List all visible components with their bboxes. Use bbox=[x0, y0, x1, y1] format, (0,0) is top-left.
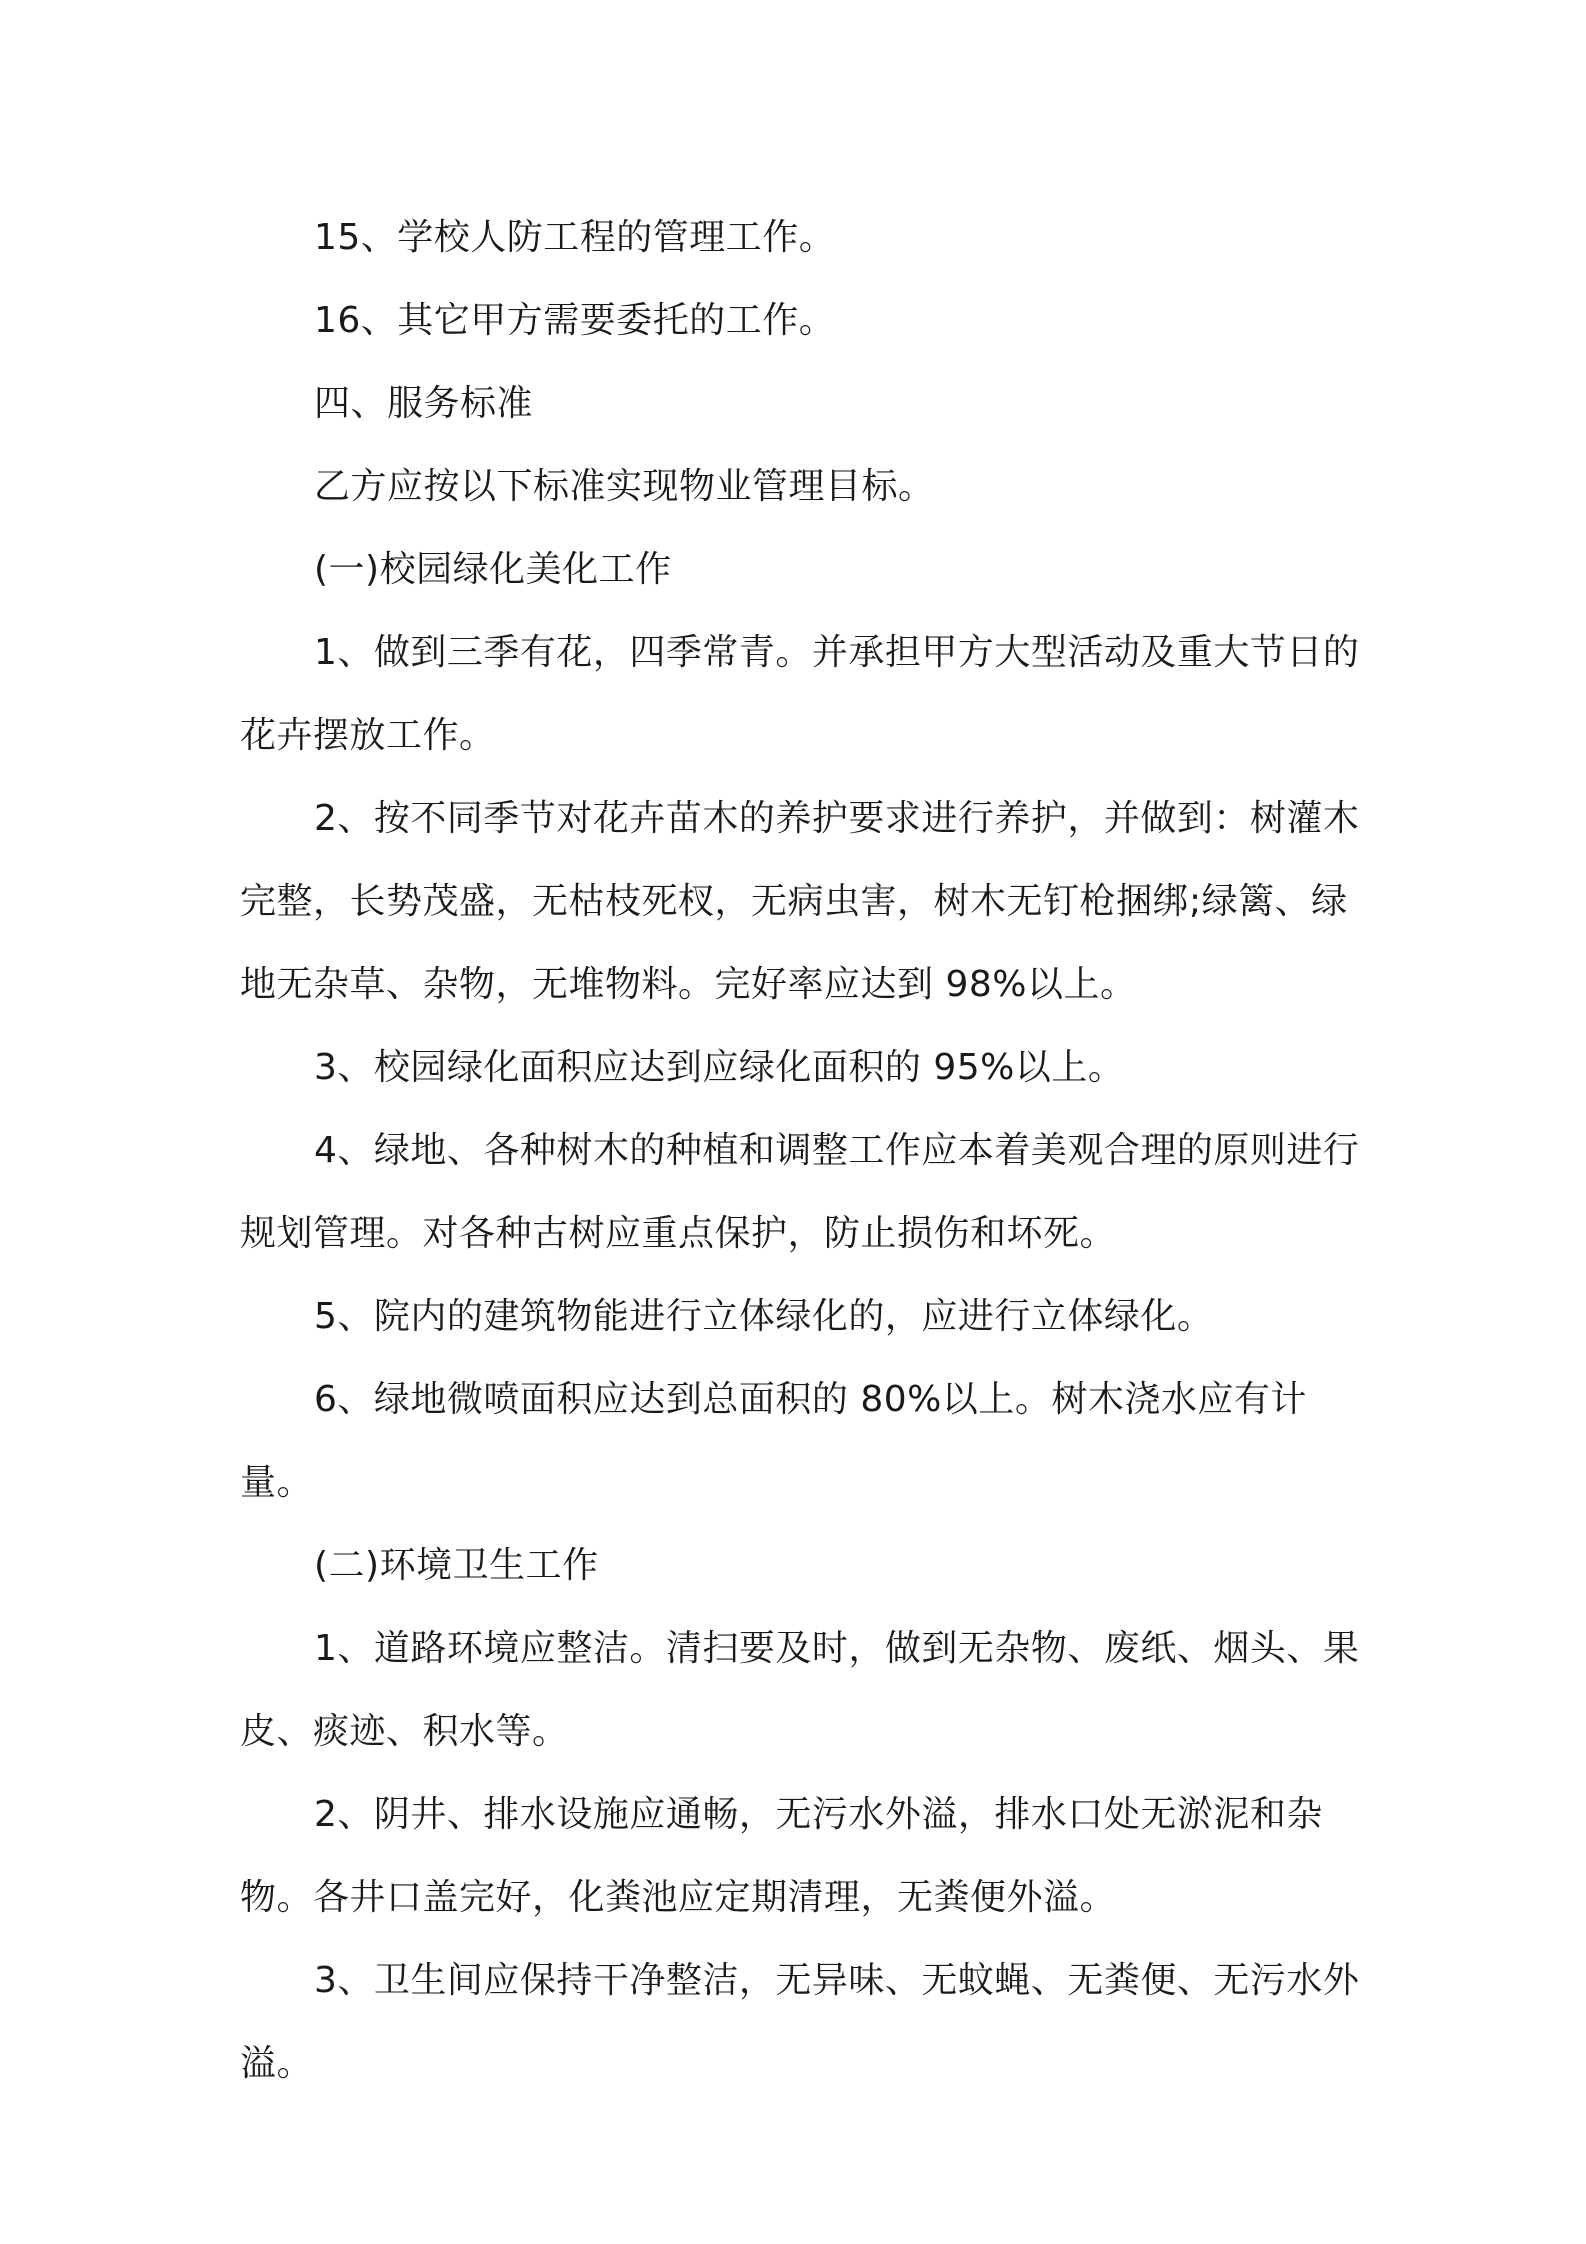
greening-item-4: 4、绿地、各种树木的种植和调整工作应本着美观合理的原则进行规划管理。对各种古树应重点保护，防止损伤和坏死。 bbox=[240, 1130, 1360, 1254]
subsection-heading-sanitation: (二)环境卫生工作 bbox=[314, 1545, 599, 1586]
subsection-heading-greening: (一)校园绿化美化工作 bbox=[314, 549, 672, 590]
greening-item-1: 1、做到三季有花，四季常青。并承担甲方大型活动及重大节日的花卉摆放工作。 bbox=[240, 632, 1360, 756]
section-heading-service-standards: 四、服务标准 bbox=[314, 383, 534, 424]
sanitation-item-2: 2、阴井、排水设施应通畅，无污水外溢，排水口处无淤泥和杂物。各井口盖完好，化粪池应定期清理，无粪便外溢。 bbox=[240, 1794, 1323, 1918]
document-body bbox=[240, 196, 1360, 2105]
paragraph-intro: 乙方应按以下标准实现物业管理目标。 bbox=[314, 466, 935, 507]
sanitation-item-1: 1、道路环境应整洁。清扫要及时，做到无杂物、废纸、烟头、果皮、痰迹、积水等。 bbox=[240, 1628, 1360, 1752]
paragraph-item-15: 15、学校人防工程的管理工作。 bbox=[314, 217, 836, 258]
greening-item-6: 6、绿地微喷面积应达到总面积的 80%以上。树木浇水应有计量。 bbox=[240, 1379, 1307, 1503]
greening-item-3: 3、校园绿化面积应达到应绿化面积的 95%以上。 bbox=[314, 1047, 1125, 1088]
paragraph-item-16: 16、其它甲方需要委托的工作。 bbox=[314, 300, 836, 341]
sanitation-item-3: 3、卫生间应保持干净整洁，无异味、无蚊蝇、无粪便、无污水外溢。 bbox=[240, 1960, 1360, 2084]
greening-item-2: 2、按不同季节对花卉苗木的养护要求进行养护，并做到：树灌木完整，长势茂盛，无枯枝死杈，无病虫害，树木无钉枪捆绑;绿篱、绿地无杂草、杂物，无堆物料。完好率应达到 98%以上。 bbox=[240, 798, 1360, 1005]
greening-item-5: 5、院内的建筑物能进行立体绿化的，应进行立体绿化。 bbox=[314, 1296, 1214, 1337]
